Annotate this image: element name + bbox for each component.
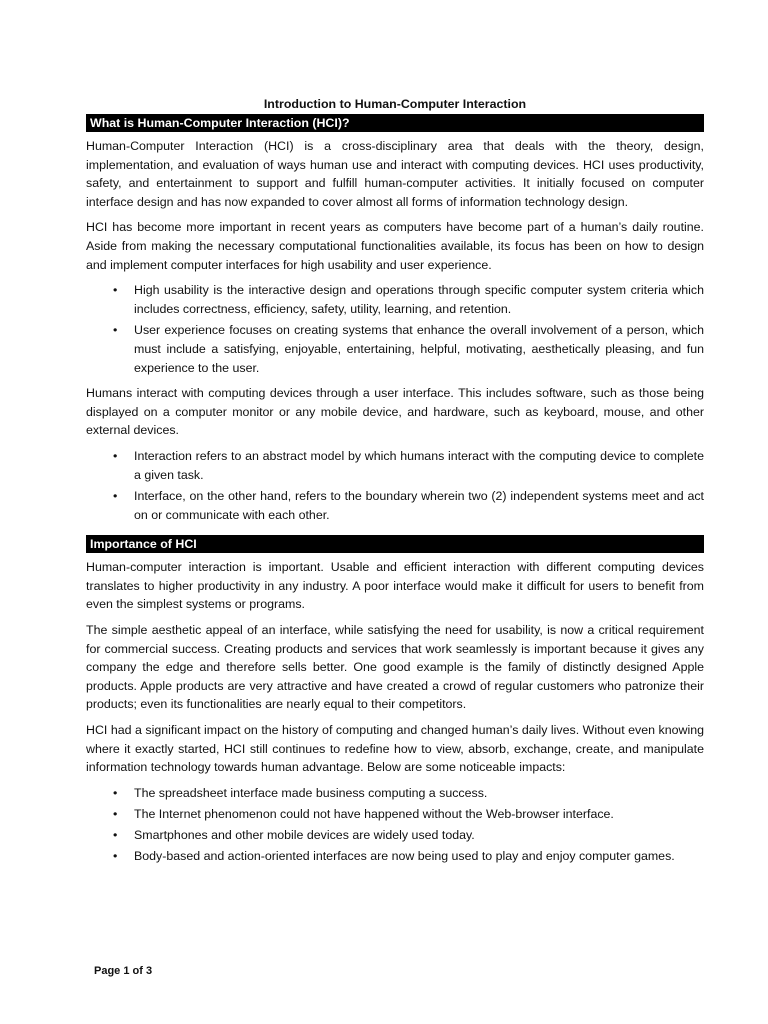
page-number: Page 1 of 3 <box>94 965 153 977</box>
paragraph: Human-Computer Interaction (HCI) is a cross-disciplinary area that deals with the theory, design, implementation, and evaluation of ways human use and interact with computing devices. HCI uses productivity, safety, and entertainment to support and fulfill human-computer activities. It initially focused on computer interface design and has now expanded to cover almost all forms of information technology design. <box>86 139 704 209</box>
list-item-term: High usability <box>134 283 209 298</box>
bullet-icon: • <box>113 785 118 800</box>
document-title: Introduction to Human-Computer Interaction <box>263 97 527 111</box>
bullet-icon: • <box>113 806 118 821</box>
list-item-text: Smartphones and other mobile devices are widely used today. <box>134 828 475 842</box>
list-item-text: Body-based and action-oriented interfaces are now being used to play and enjoy computer games. <box>134 849 675 864</box>
list-item <box>86 487 704 524</box>
definition-list-usability <box>86 281 704 377</box>
list-item-text: The Internet phenomenon could not have happened without the Web-browser interface. <box>134 806 614 821</box>
section-heading-importance-of-hci: Importance of HCI <box>86 535 704 553</box>
bullet-icon: • <box>113 448 118 463</box>
page-content <box>86 96 704 868</box>
list-item <box>86 805 704 824</box>
list-item <box>86 447 704 484</box>
list-item <box>86 826 704 845</box>
section-importance <box>86 535 704 865</box>
list-item-text: , on the other hand, refers to the boundary wherein two (2) independent systems meet and act on or communicate with each other. <box>134 489 704 522</box>
list-item-text: is the interactive design and operations through specific computer system criteria which includes correctness, efficiency, safety, utility, learning, and retention. <box>134 283 704 316</box>
list-item <box>86 784 704 803</box>
list-item-term: Interface <box>134 489 183 504</box>
section-heading-what-is-hci: What is Human-Computer Interaction (HCI)? <box>86 114 704 132</box>
definition-list-interaction <box>86 447 704 524</box>
paragraph: The simple aesthetic appeal of an interface, while satisfying the need for usability, is now a critical requirement for commercial success. Creating products and services that work seamlessly is important because it gives any company the edge and therefore sells better. One good example is the family of distinctly designed Apple products. Apple products are very attractive and have created a crowd of regular customers who patronize their products; even its functionalities are nearly equal to their competitors. <box>86 623 704 712</box>
bullet-icon: • <box>113 849 118 864</box>
list-item-term: Interaction <box>134 448 192 463</box>
bullet-icon: • <box>113 489 118 504</box>
paragraph: HCI had a significant impact on the history of computing and changed human’s daily lives. Without even knowing where it exactly started, HCI still continues to redefine how to view, absorb, exchange, create, and manipulate information technology towards human advantage. Below are some noticeable impacts: <box>86 723 704 775</box>
impacts-list <box>86 784 704 866</box>
list-item-text: refers to an abstract model by which humans interact with the computing device to complete a given task. <box>134 448 704 482</box>
bullet-icon: • <box>113 323 118 338</box>
list-item-text: focuses on creating systems that enhance the overall involvement of a person, which must include a satisfying, enjoyable, entertaining, helpful, motivating, aesthetically pleasing, and fun experience to the user. <box>134 323 704 375</box>
list-item-text: The spreadsheet interface made business computing a success. <box>134 785 488 800</box>
paragraph: Human-computer interaction is important. Usable and efficient interaction with different computing devices translates to higher productivity in any industry. A poor interface would make it difficult for users to benefit from even the simplest systems or programs. <box>86 560 704 612</box>
paragraph: Humans interact with computing devices through a user interface. This includes software, such as those being displayed on a computer monitor or any mobile device, and hardware, such as keyboard, mouse, and other external devices. <box>86 386 704 438</box>
bullet-icon: • <box>113 828 118 842</box>
list-item <box>86 281 704 318</box>
list-item-term: User experience <box>134 323 225 338</box>
list-item <box>86 847 704 866</box>
paragraph: HCI has become more important in recent years as computers have become part of a human’s daily routine. Aside from making the necessary computational functionalities available, its focus has been on how to design and implement computer interfaces for high usability and user experience. <box>86 220 704 272</box>
bullet-icon: • <box>113 283 118 298</box>
list-item <box>86 321 704 377</box>
